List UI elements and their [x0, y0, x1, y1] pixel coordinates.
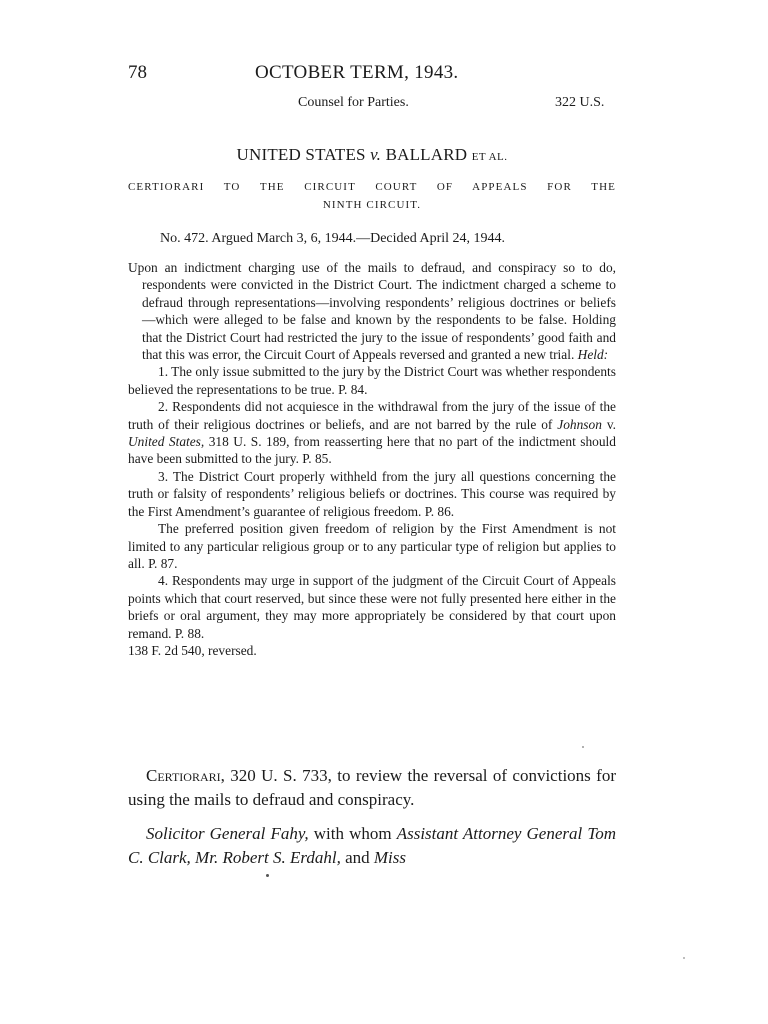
- case-title-party-2: BALLARD: [385, 145, 468, 164]
- syllabus-point-3-continued: The preferred position given freedom of religion by the First Amendment is not limited to any particular religious group or to any particular type of religion but applies to all. P. 87.: [128, 521, 616, 571]
- docket-line: No. 472. Argued March 3, 6, 1944.—Decided April 24, 1944.: [160, 231, 506, 246]
- counsel-connector-1: with whom: [313, 824, 392, 843]
- counsel-name-2: Assistant Attorney General Tom C. Clark, Mr. Robert S. Erdahl,: [128, 824, 616, 867]
- case-title: [128, 145, 616, 165]
- certiorari-word: Certiorari,: [146, 766, 225, 785]
- certiorari-paragraph: [128, 764, 616, 812]
- syllabus-point-2-text-b: 318 U. S. 189, from reasserting here that no part of the indictment should have been submitted to the jury. P. 85.: [128, 434, 616, 467]
- counsel-name-3: Miss: [373, 848, 406, 867]
- opinion-body: [128, 764, 616, 870]
- syllabus-point-2: [128, 398, 616, 468]
- syllabus-point-3: 3. The District Court properly withheld from the jury all questions concerning the truth or falsity of respondents’ religious beliefs or doctrines. This course was required by the First Amendment’s guarantee of religious freedom. P. 86.: [128, 468, 616, 519]
- counsel-name-1: Solicitor General Fahy,: [146, 824, 309, 843]
- counsel-connector-2: and: [345, 848, 370, 867]
- certiorari-text: 320 U. S. 733, to review the reversal of convictions for using the mails to defraud and conspiracy.: [128, 766, 616, 809]
- certiorari-heading-line-2: NINTH CIRCUIT.: [322, 199, 422, 211]
- syllabus-intro-text: Upon an indictment charging use of the mails to defraud, and conspiracy so to do, respondents were convicted in the District Court. The indictment charged a scheme to defraud through representations—involving respondents’ religious doctrines or beliefs—which were alleged to be false and known by the respondents to be false. Holding that the District Court had restricted the jury to the issue of respondents’ good faith and that this was error, the Circuit Court of Appeals reversed and granted a new trial.: [128, 260, 616, 363]
- syllabus-point-2-case-party-2: United States,: [128, 434, 205, 450]
- scan-speck: [683, 957, 685, 959]
- syllabus: [128, 259, 616, 659]
- syllabus-point-4: 4. Respondents may urge in support of the judgment of the Circuit Court of Appeals points which that court reserved, but since these were not fully presented here either in the briefs or oral argument, they may more appropriately be considered by that court upon remand. P. 88.: [128, 573, 616, 641]
- case-title-versus: v.: [370, 145, 382, 164]
- running-head-term: OCTOBER TERM, 1943.: [255, 62, 459, 83]
- syllabus-point-1: 1. The only issue submitted to the jury by the District Court was whether respondents believed the representations to be true. P. 84.: [128, 364, 616, 397]
- counsel-paragraph: [128, 822, 616, 870]
- syllabus-held: Held:: [577, 347, 609, 363]
- running-head-section: Counsel for Parties.: [298, 95, 409, 110]
- case-title-party-1: UNITED STATES: [236, 145, 366, 164]
- syllabus-citation: 138 F. 2d 540, reversed.: [128, 642, 257, 658]
- running-head-volume: 322 U.S.: [555, 95, 605, 110]
- certiorari-heading-line-1: CERTIORARI TO THE CIRCUIT COURT OF APPEALS FOR THE: [128, 181, 616, 193]
- syllabus-point-2-case-party-1: Johnson: [557, 416, 602, 432]
- syllabus-intro: [128, 259, 616, 363]
- scan-speck: [582, 746, 584, 748]
- scan-speck: [266, 874, 269, 877]
- case-title-et-al: ET AL.: [471, 151, 508, 163]
- page-number: 78: [128, 62, 147, 83]
- syllabus-point-2-versus: v.: [606, 416, 616, 432]
- syllabus-point-2-text-a: 2. Respondents did not acquiesce in the withdrawal from the jury of the issue of the truth of their religious doctrines or beliefs, and are not barred by the rule of: [128, 399, 616, 432]
